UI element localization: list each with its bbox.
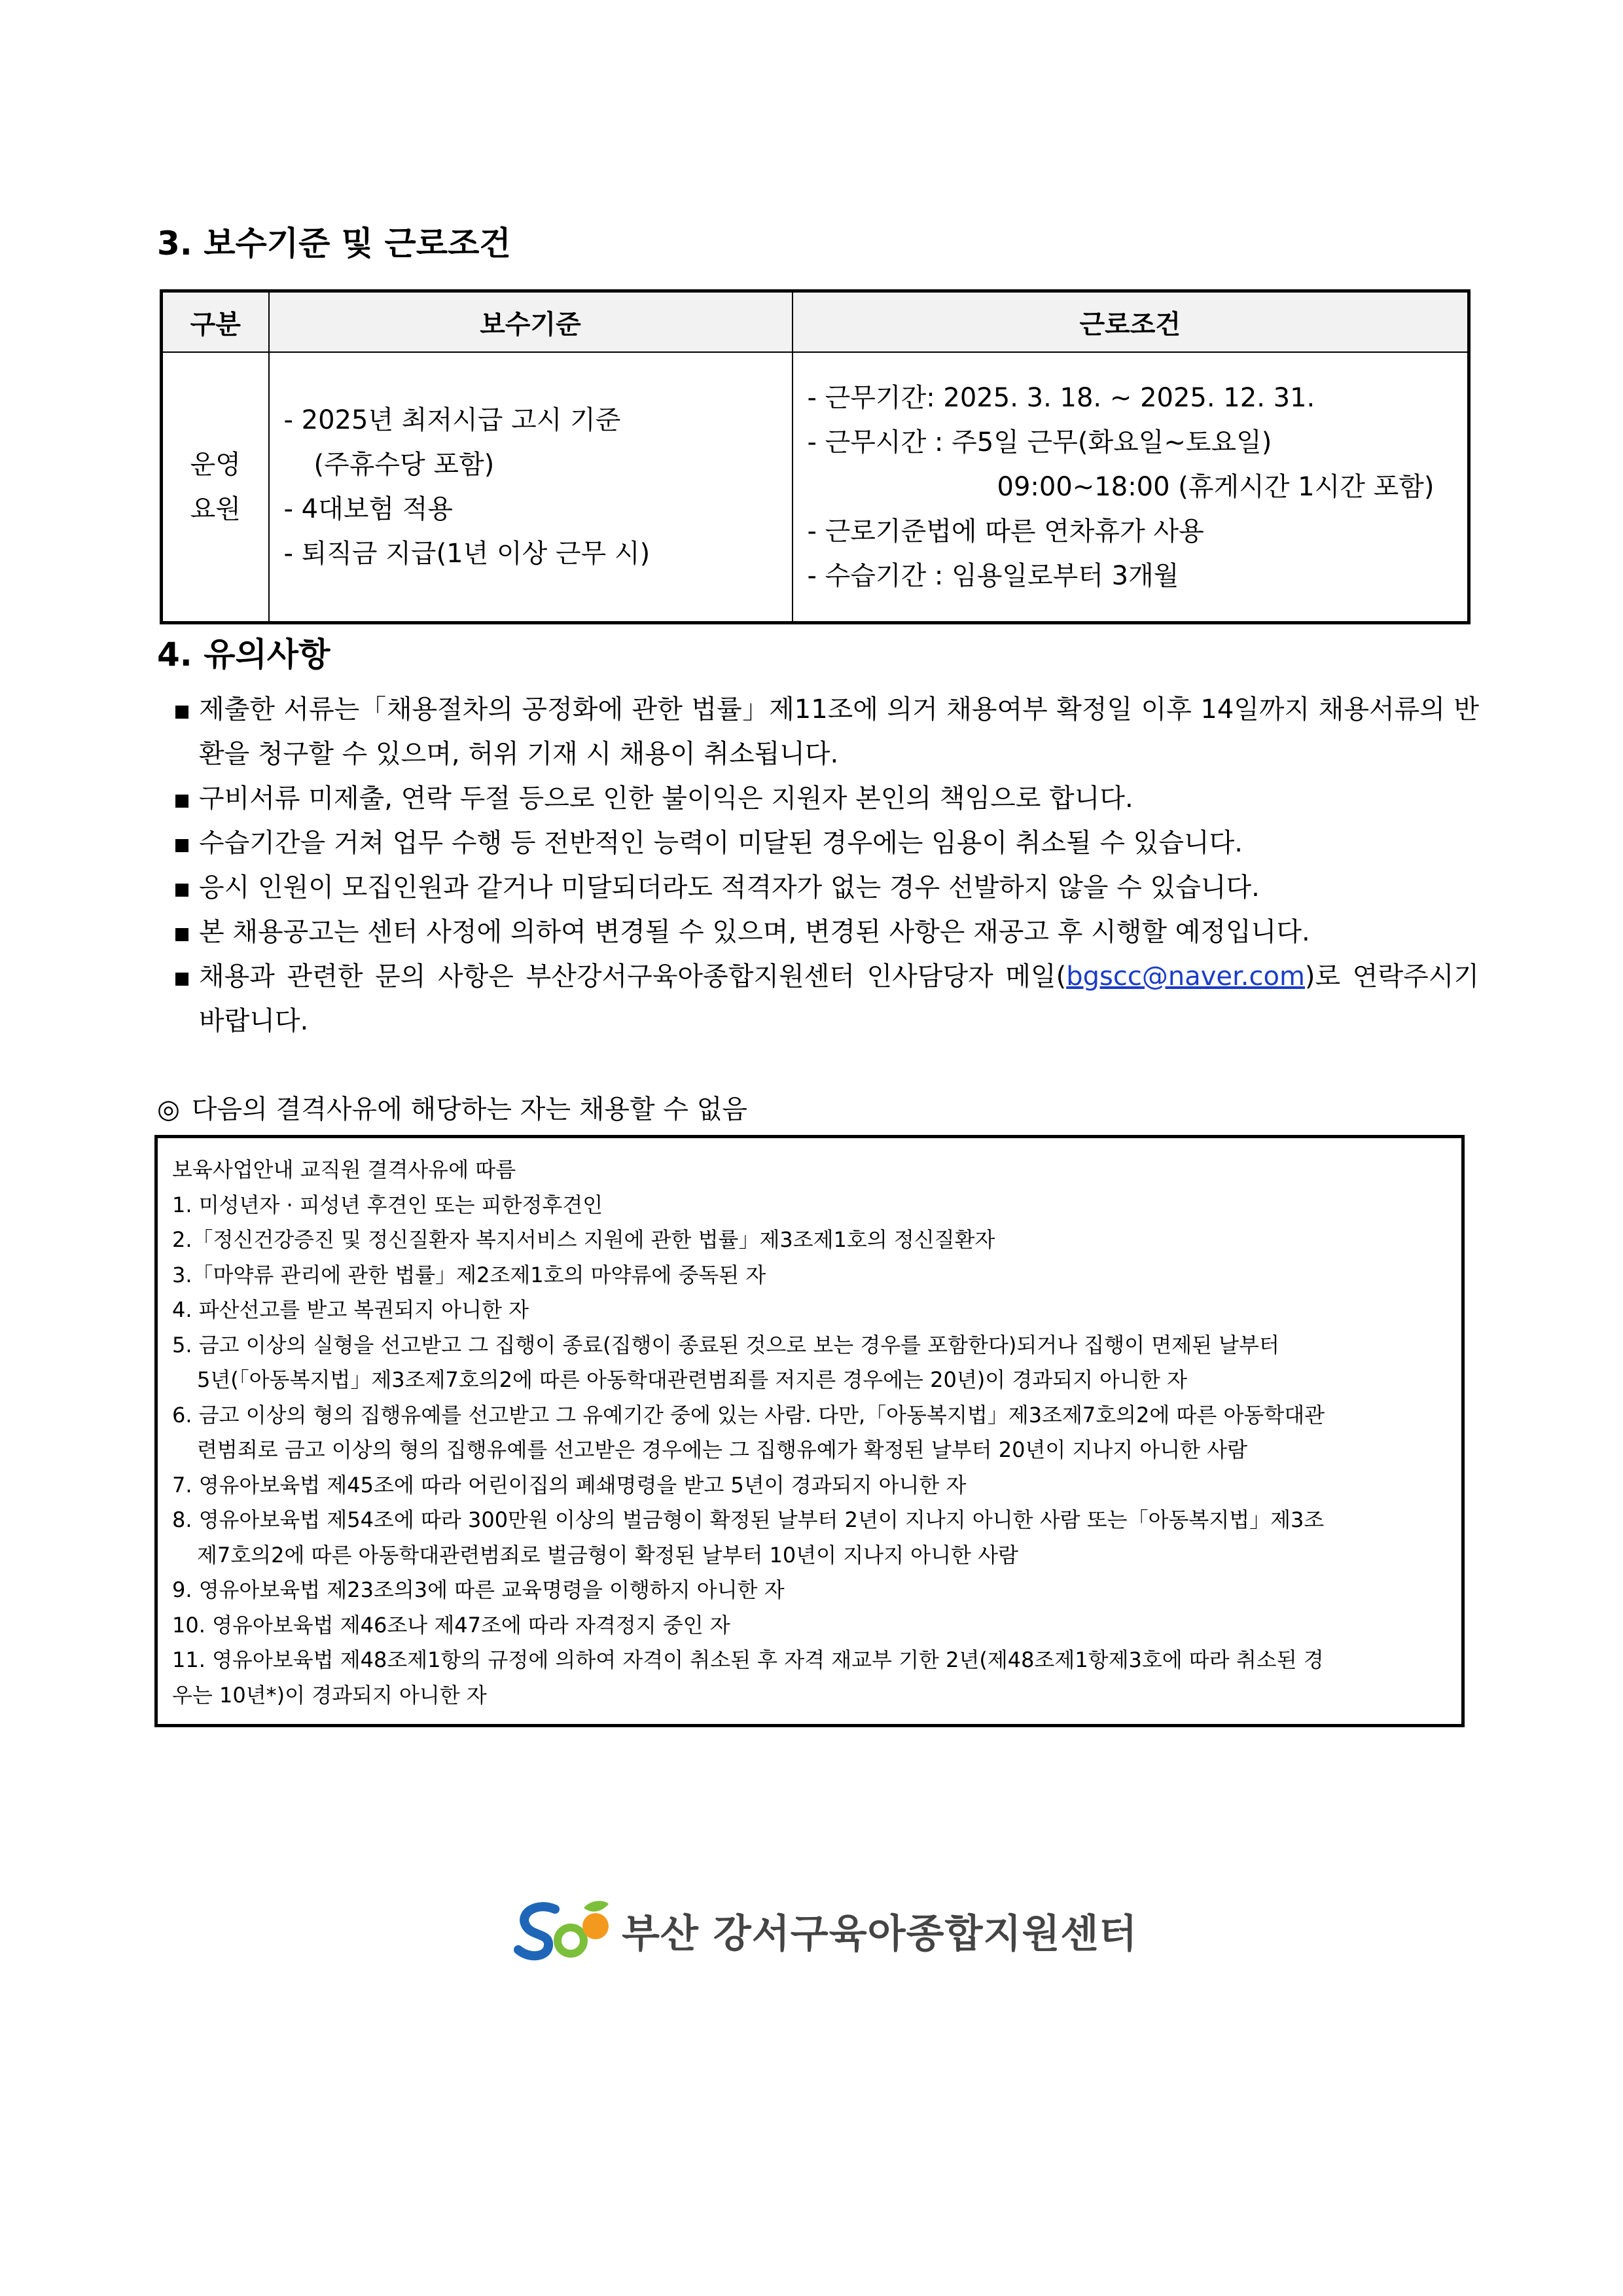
table-row <box>162 352 1469 623</box>
notice-text: 제출한 서류는「채용절차의 공정화에 관한 법률」제11조에 의거 채용여부 확정일 이후 14일까지 채용서류의 반환을 청구할 수 있으며, 허위 기재 시 채용이 취소됩니다. <box>199 694 1479 769</box>
pay-line: - 퇴직금 지급(1년 이상 근무 시) <box>283 539 651 569</box>
bullet-square-icon <box>175 839 188 852</box>
bullet-square-icon <box>175 706 188 719</box>
disqualification-item: 1. 미성년자 · 피성년 후견인 또는 피한정후견인 <box>172 1192 603 1217</box>
section-4-title: 4. 유의사항 <box>157 636 330 673</box>
work-line: - 근무기간: 2025. 3. 18. ~ 2025. 12. 31. <box>807 383 1315 413</box>
category-cell <box>162 352 269 623</box>
disqualification-item: 8. 영유아보육법 제54조에 따라 300만원 이상의 벌금형이 확정된 날부터 2년이 지나지 아니한 사람 또는「아동복지법」제3조 <box>172 1507 1325 1532</box>
notice-list <box>171 687 1479 1043</box>
footer-logo <box>510 1895 1137 1967</box>
bullet-square-icon <box>175 795 188 808</box>
disqualification-item: 5년(「아동복지법」제3조제7호의2에 따른 아동학대관련범죄를 저지른 경우에는 20년)이 경과되지 아니한 자 <box>197 1367 1187 1392</box>
pay-line: - 4대보험 적용 <box>283 494 454 524</box>
disqualification-heading-text: 다음의 결격사유에 해당하는 자는 채용할 수 없음 <box>191 1094 747 1124</box>
bullet-square-icon <box>175 884 188 897</box>
table-header-row <box>162 291 1469 353</box>
header-work: 근로조건 <box>793 291 1469 353</box>
list-item <box>171 776 1479 821</box>
double-circle-icon: ◎ <box>157 1094 180 1124</box>
email-link[interactable]: bgscc@naver.com <box>1066 961 1305 992</box>
compensation-table <box>160 289 1471 624</box>
work-line: - 근로기준법에 따른 연차휴가 사용 <box>807 516 1204 547</box>
disqualification-item: 6. 금고 이상의 형의 집행유예를 선고받고 그 유예기간 중에 있는 사람. 다만,「아동복지법」제3조제7호의2에 따른 아동학대관 <box>172 1402 1325 1427</box>
list-item <box>171 687 1479 776</box>
disqualification-item: 4. 파산선고를 받고 복권되지 아니한 자 <box>172 1297 529 1322</box>
disqualification-item: 우는 10년*)이 경과되지 아니한 자 <box>172 1682 487 1708</box>
bullet-square-icon <box>175 928 188 941</box>
org-name: 부산 강서구육아종합지원센터 <box>622 1911 1138 1957</box>
disqualification-intro: 보육사업안내 교직원 결격사유에 따름 <box>172 1157 516 1182</box>
header-pay: 보수기준 <box>269 291 793 353</box>
category-line: 운영 <box>190 450 241 480</box>
list-item <box>171 910 1479 954</box>
pay-cell <box>269 352 793 623</box>
list-item <box>171 821 1479 865</box>
work-line: - 근무시간 : 주5일 근무(화요일~토요일) <box>807 427 1272 457</box>
contact-text-before: 채용과 관련한 문의 사항은 부산강서구육아종합지원센터 인사담당자 메일( <box>199 961 1067 992</box>
disqualification-item: 9. 영유아보육법 제23조의3에 따른 교육명령을 이행하지 아니한 자 <box>172 1577 785 1602</box>
disqualification-heading <box>157 1090 747 1129</box>
notice-text: 구비서류 미제출, 연락 두절 등으로 인한 불이익은 지원자 본인의 책임으로 합니다. <box>199 783 1133 814</box>
disqualification-item: 2.「정신건강증진 및 정신질환자 복지서비스 지원에 관한 법률」제3조제1호의 정신질환자 <box>172 1227 995 1252</box>
list-item <box>171 865 1479 910</box>
disqualification-item: 11. 영유아보육법 제48조제1항의 규정에 의하여 자격이 취소된 후 자격 재교부 기한 2년(제48조제1항제3호에 따라 취소된 경 <box>172 1647 1324 1672</box>
disqualification-item: 련범죄로 금고 이상의 형의 집행유예를 선고받은 경우에는 그 집행유예가 확정된 날부터 20년이 지나지 아니한 사람 <box>197 1437 1248 1462</box>
center-logo-icon <box>510 1895 615 1967</box>
disqualification-item: 10. 영유아보육법 제46조나 제47조에 따라 자격정지 중인 자 <box>172 1612 730 1638</box>
work-line: 09:00~18:00 (휴게시간 1시간 포함) <box>997 472 1435 502</box>
header-category: 구분 <box>162 291 269 353</box>
category-line: 요원 <box>190 494 241 524</box>
disqualification-box <box>154 1135 1465 1727</box>
notice-text: 수습기간을 거쳐 업무 수행 등 전반적인 능력이 미달된 경우에는 임용이 취소될 수 있습니다. <box>199 828 1243 858</box>
list-item-contact <box>171 954 1479 1043</box>
notice-text: 응시 인원이 모집인원과 같거나 미달되더라도 적격자가 없는 경우 선발하지 않을 수 있습니다. <box>199 872 1260 903</box>
bullet-square-icon <box>175 973 188 986</box>
pay-line: (주휴수당 포함) <box>313 450 495 480</box>
disqualification-item: 7. 영유아보육법 제45조에 따라 어린이집의 폐쇄명령을 받고 5년이 경과되지 아니한 자 <box>172 1472 967 1498</box>
notice-text: 본 채용공고는 센터 사정에 의하여 변경될 수 있으며, 변경된 사항은 재공고 후 시행할 예정입니다. <box>199 917 1310 947</box>
work-cell <box>793 352 1469 623</box>
disqualification-item: 5. 금고 이상의 실형을 선고받고 그 집행이 종료(집행이 종료된 것으로 보는 경우를 포함한다)되거나 집행이 면제된 날부터 <box>172 1332 1279 1357</box>
section-3-title: 3. 보수기준 및 근로조건 <box>157 224 511 262</box>
disqualification-item: 3.「마약류 관리에 관한 법률」제2조제1호의 마약류에 중독된 자 <box>172 1262 766 1287</box>
pay-line: - 2025년 최저시급 고시 기준 <box>283 405 621 435</box>
work-line: - 수습기간 : 임용일로부터 3개월 <box>807 561 1179 591</box>
disqualification-item: 제7호의2에 따른 아동학대관련범죄로 벌금형이 확정된 날부터 10년이 지나지 아니한 사람 <box>197 1542 1018 1568</box>
contact-text-after: )로 연락주시기 바랍니다. <box>199 961 1479 1036</box>
